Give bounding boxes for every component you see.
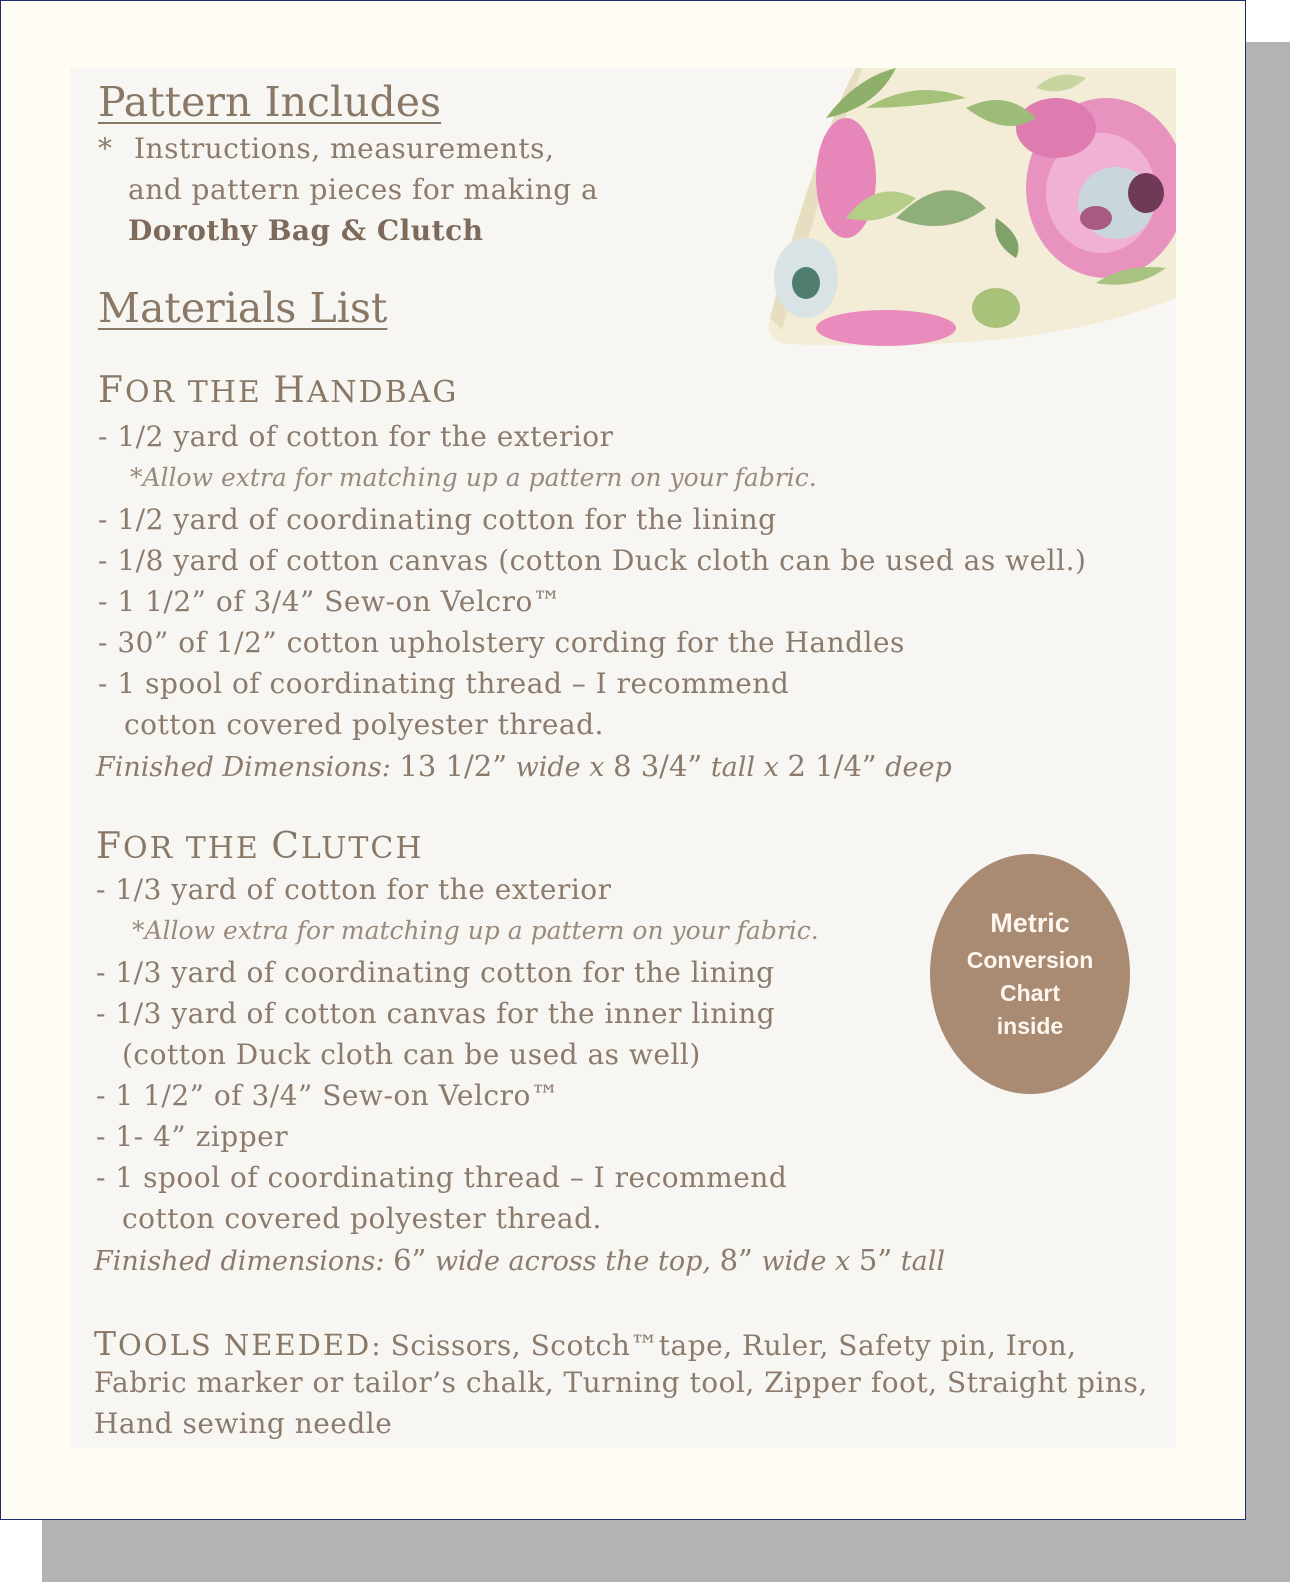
list-item: - 1/3 yard of coordinating cotton for the lining [96,956,775,989]
pattern-includes-heading: Pattern Includes [98,78,442,126]
list-item: - 1/2 yard of cotton for the exterior [98,420,614,453]
list-item: - 1/8 yard of cotton canvas (cotton Duck cloth can be used as well.) [98,544,1087,577]
badge-text: Chart [999,979,1061,1006]
floral-bag-image [766,68,1176,348]
list-item: - 1- 4” zipper [96,1120,289,1153]
metric-conversion-badge [930,854,1130,1094]
pattern-includes-line: Instructions, measurements, [134,132,555,165]
list-note: *Allow extra for matching up a pattern on your fabric. [132,916,819,945]
list-item: - 1/2 yard of coordinating cotton for the lining [98,503,777,536]
list-item: (cotton Duck cloth can be used as well) [122,1038,701,1071]
badge-text: Conversion [966,946,1094,973]
tools-needed-line: Fabric marker or tailor’s chalk, Turning tool, Zipper foot, Straight pins, [94,1366,1148,1399]
list-item: - 1/3 yard of cotton canvas for the inner lining [96,997,776,1030]
materials-list-heading: Materials List [98,284,388,332]
list-item: - 1 spool of coordinating thread – I recommend [96,1161,788,1194]
pattern-includes-line: and pattern pieces for making a [128,173,599,206]
clutch-heading: FOR THE CLUTCH [96,826,424,867]
tools-needed-label: TOOLS NEEDED [94,1324,372,1363]
pattern-name: Dorothy Bag & Clutch [128,214,484,247]
badge-text: inside [996,1013,1064,1040]
handbag-dimensions: Finished Dimensions: 13 1/2” wide x 8 3/4” tall x 2 1/4” deep [96,749,952,783]
list-item: cotton covered polyester thread. [124,708,604,741]
list-item: - 1 1/2” of 3/4” Sew-on Velcro™ [96,1079,560,1112]
list-note: *Allow extra for matching up a pattern on your fabric. [130,463,817,492]
tools-needed-line: TOOLS NEEDED: Scissors, Scotch™tape, Ruler, Safety pin, Iron, [94,1324,1077,1363]
clutch-dimensions: Finished dimensions: 6” wide across the top, 8” wide x 5” tall [94,1243,945,1277]
bullet-asterisk: * [98,132,113,165]
list-item: - 1 1/2” of 3/4” Sew-on Velcro™ [98,585,562,618]
handbag-heading: FOR THE HANDBAG [98,370,459,411]
list-item: - 30” of 1/2” cotton upholstery cording for the Handles [98,626,905,659]
list-item: cotton covered polyester thread. [122,1202,602,1235]
list-item: - 1 spool of coordinating thread – I recommend [98,667,790,700]
badge-text: Metric [990,908,1070,939]
tools-needed-line: Hand sewing needle [94,1407,393,1440]
list-item: - 1/3 yard of cotton for the exterior [96,873,612,906]
